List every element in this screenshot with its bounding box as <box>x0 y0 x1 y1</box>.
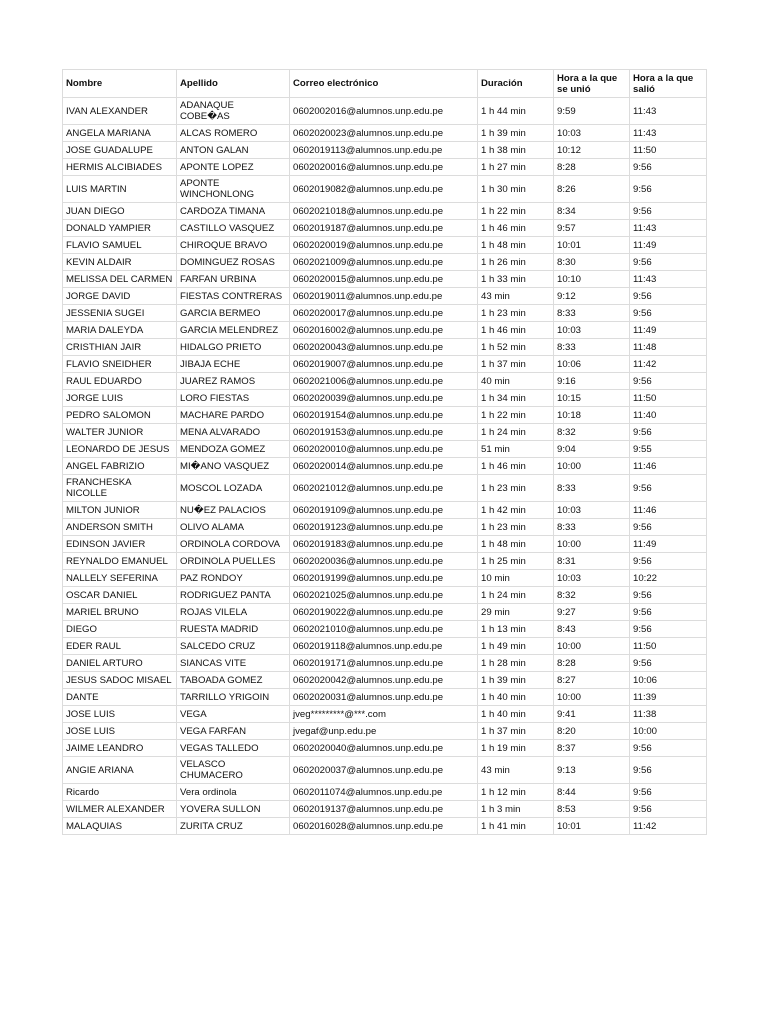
table-row <box>63 237 707 254</box>
cell-correo: 0602019199@alumnos.unp.edu.pe <box>290 570 478 587</box>
cell-nombre: CRISTHIAN JAIR <box>63 339 177 356</box>
cell-correo: 0602020016@alumnos.unp.edu.pe <box>290 159 478 176</box>
cell-correo: 0602019183@alumnos.unp.edu.pe <box>290 536 478 553</box>
cell-hora-union: 8:33 <box>554 305 630 322</box>
cell-hora-union: 8:53 <box>554 801 630 818</box>
cell-duracion: 1 h 24 min <box>478 587 554 604</box>
cell-apellido: VEGAS TALLEDO <box>177 740 290 757</box>
cell-duracion: 1 h 27 min <box>478 159 554 176</box>
cell-hora-union: 10:00 <box>554 536 630 553</box>
table-row <box>63 254 707 271</box>
header-duracion: Duración <box>478 70 554 98</box>
cell-duracion: 1 h 40 min <box>478 689 554 706</box>
cell-hora-union: 9:41 <box>554 706 630 723</box>
cell-correo: 0602002016@alumnos.unp.edu.pe <box>290 98 478 125</box>
cell-apellido: ORDINOLA PUELLES <box>177 553 290 570</box>
cell-hora-union: 8:26 <box>554 176 630 203</box>
cell-hora-union: 9:13 <box>554 757 630 784</box>
cell-correo: jveg*********@***.com <box>290 706 478 723</box>
cell-hora-union: 9:27 <box>554 604 630 621</box>
cell-duracion: 1 h 46 min <box>478 322 554 339</box>
cell-apellido: RODRIGUEZ PANTA <box>177 587 290 604</box>
table-row <box>63 587 707 604</box>
table-row <box>63 142 707 159</box>
cell-correo: 0602011074@alumnos.unp.edu.pe <box>290 784 478 801</box>
cell-hora-union: 8:33 <box>554 475 630 502</box>
cell-hora-salida: 9:56 <box>630 424 707 441</box>
cell-correo: 0602021006@alumnos.unp.edu.pe <box>290 373 478 390</box>
cell-nombre: ANGELA MARIANA <box>63 125 177 142</box>
cell-hora-salida: 9:56 <box>630 159 707 176</box>
cell-apellido: ADANAQUE COBE�AS <box>177 98 290 125</box>
header-correo: Correo electrónico <box>290 70 478 98</box>
cell-apellido: ZURITA CRUZ <box>177 818 290 835</box>
cell-correo: 0602019113@alumnos.unp.edu.pe <box>290 142 478 159</box>
cell-nombre: REYNALDO EMANUEL <box>63 553 177 570</box>
cell-hora-salida: 11:49 <box>630 237 707 254</box>
table-row <box>63 390 707 407</box>
cell-apellido: VEGA <box>177 706 290 723</box>
cell-correo: 0602020014@alumnos.unp.edu.pe <box>290 458 478 475</box>
cell-correo: 0602019153@alumnos.unp.edu.pe <box>290 424 478 441</box>
table-row <box>63 356 707 373</box>
cell-nombre: WALTER JUNIOR <box>63 424 177 441</box>
cell-hora-union: 10:06 <box>554 356 630 373</box>
cell-duracion: 1 h 22 min <box>478 407 554 424</box>
cell-duracion: 29 min <box>478 604 554 621</box>
table-row <box>63 458 707 475</box>
cell-hora-salida: 11:46 <box>630 502 707 519</box>
cell-apellido: CHIROQUE BRAVO <box>177 237 290 254</box>
cell-duracion: 1 h 42 min <box>478 502 554 519</box>
cell-correo: 0602020036@alumnos.unp.edu.pe <box>290 553 478 570</box>
cell-hora-union: 9:12 <box>554 288 630 305</box>
cell-duracion: 40 min <box>478 373 554 390</box>
cell-hora-union: 8:31 <box>554 553 630 570</box>
cell-hora-salida: 11:43 <box>630 271 707 288</box>
cell-nombre: PEDRO SALOMON <box>63 407 177 424</box>
cell-correo: 0602020017@alumnos.unp.edu.pe <box>290 305 478 322</box>
cell-correo: 0602019082@alumnos.unp.edu.pe <box>290 176 478 203</box>
table-row <box>63 740 707 757</box>
cell-apellido: RUESTA MADRID <box>177 621 290 638</box>
cell-correo: 0602021012@alumnos.unp.edu.pe <box>290 475 478 502</box>
cell-nombre: WILMER ALEXANDER <box>63 801 177 818</box>
cell-hora-union: 10:12 <box>554 142 630 159</box>
cell-duracion: 1 h 30 min <box>478 176 554 203</box>
cell-hora-salida: 9:55 <box>630 441 707 458</box>
cell-apellido: TARRILLO YRIGOIN <box>177 689 290 706</box>
cell-nombre: JAIME LEANDRO <box>63 740 177 757</box>
cell-correo: 0602016002@alumnos.unp.edu.pe <box>290 322 478 339</box>
header-hora-salida: Hora a la que salió <box>630 70 707 98</box>
table-row <box>63 536 707 553</box>
cell-apellido: APONTE WINCHONLONG <box>177 176 290 203</box>
cell-apellido: HIDALGO PRIETO <box>177 339 290 356</box>
cell-nombre: DONALD YAMPIER <box>63 220 177 237</box>
cell-duracion: 1 h 38 min <box>478 142 554 159</box>
cell-nombre: JOSE GUADALUPE <box>63 142 177 159</box>
cell-nombre: RAUL EDUARDO <box>63 373 177 390</box>
cell-apellido: MI�ANO VASQUEZ <box>177 458 290 475</box>
cell-correo: 0602021010@alumnos.unp.edu.pe <box>290 621 478 638</box>
table-row <box>63 424 707 441</box>
cell-correo: 0602020031@alumnos.unp.edu.pe <box>290 689 478 706</box>
cell-nombre: MARIA DALEYDA <box>63 322 177 339</box>
cell-apellido: CARDOZA TIMANA <box>177 203 290 220</box>
table-row <box>63 784 707 801</box>
cell-hora-salida: 9:56 <box>630 305 707 322</box>
cell-correo: 0602021018@alumnos.unp.edu.pe <box>290 203 478 220</box>
cell-correo: 0602016028@alumnos.unp.edu.pe <box>290 818 478 835</box>
cell-nombre: JESSENIA SUGEI <box>63 305 177 322</box>
cell-hora-union: 10:00 <box>554 458 630 475</box>
cell-hora-salida: 9:56 <box>630 784 707 801</box>
cell-duracion: 1 h 52 min <box>478 339 554 356</box>
table-row <box>63 801 707 818</box>
cell-duracion: 43 min <box>478 757 554 784</box>
cell-hora-salida: 11:40 <box>630 407 707 424</box>
cell-hora-salida: 9:56 <box>630 740 707 757</box>
table-row <box>63 203 707 220</box>
cell-apellido: ORDINOLA CORDOVA <box>177 536 290 553</box>
cell-duracion: 1 h 23 min <box>478 475 554 502</box>
cell-correo: 0602019154@alumnos.unp.edu.pe <box>290 407 478 424</box>
cell-duracion: 1 h 46 min <box>478 458 554 475</box>
cell-hora-salida: 11:39 <box>630 689 707 706</box>
cell-duracion: 1 h 39 min <box>478 672 554 689</box>
cell-duracion: 1 h 44 min <box>478 98 554 125</box>
cell-hora-union: 9:59 <box>554 98 630 125</box>
cell-nombre: OSCAR DANIEL <box>63 587 177 604</box>
cell-apellido: JIBAJA ECHE <box>177 356 290 373</box>
cell-apellido: MENDOZA GOMEZ <box>177 441 290 458</box>
cell-hora-union: 9:57 <box>554 220 630 237</box>
table-body <box>63 98 707 835</box>
header-nombre: Nombre <box>63 70 177 98</box>
cell-duracion: 51 min <box>478 441 554 458</box>
table-row <box>63 519 707 536</box>
cell-nombre: MALAQUIAS <box>63 818 177 835</box>
table-row <box>63 322 707 339</box>
cell-duracion: 1 h 34 min <box>478 390 554 407</box>
cell-duracion: 1 h 23 min <box>478 305 554 322</box>
table-row <box>63 159 707 176</box>
cell-hora-union: 8:34 <box>554 203 630 220</box>
cell-hora-salida: 11:42 <box>630 818 707 835</box>
cell-correo: 0602020019@alumnos.unp.edu.pe <box>290 237 478 254</box>
cell-apellido: ANTON GALAN <box>177 142 290 159</box>
cell-nombre: JOSE LUIS <box>63 706 177 723</box>
cell-hora-union: 10:10 <box>554 271 630 288</box>
cell-correo: 0602019007@alumnos.unp.edu.pe <box>290 356 478 373</box>
table-row <box>63 672 707 689</box>
table-row <box>63 98 707 125</box>
cell-nombre: Ricardo <box>63 784 177 801</box>
cell-hora-union: 8:27 <box>554 672 630 689</box>
cell-nombre: DANTE <box>63 689 177 706</box>
cell-hora-salida: 11:50 <box>630 142 707 159</box>
cell-hora-union: 10:03 <box>554 502 630 519</box>
cell-hora-union: 8:28 <box>554 655 630 672</box>
table-row <box>63 638 707 655</box>
cell-hora-union: 8:32 <box>554 424 630 441</box>
cell-nombre: DIEGO <box>63 621 177 638</box>
cell-duracion: 1 h 40 min <box>478 706 554 723</box>
table-header-row <box>63 70 707 98</box>
cell-duracion: 1 h 13 min <box>478 621 554 638</box>
cell-correo: 0602020039@alumnos.unp.edu.pe <box>290 390 478 407</box>
cell-duracion: 1 h 28 min <box>478 655 554 672</box>
cell-hora-salida: 9:56 <box>630 176 707 203</box>
cell-duracion: 10 min <box>478 570 554 587</box>
table-row <box>63 125 707 142</box>
attendance-sheet <box>62 69 706 835</box>
cell-hora-union: 9:04 <box>554 441 630 458</box>
cell-duracion: 1 h 19 min <box>478 740 554 757</box>
cell-nombre: IVAN ALEXANDER <box>63 98 177 125</box>
cell-hora-salida: 9:56 <box>630 655 707 672</box>
cell-duracion: 1 h 37 min <box>478 723 554 740</box>
cell-apellido: FARFAN URBINA <box>177 271 290 288</box>
cell-hora-union: 10:15 <box>554 390 630 407</box>
cell-duracion: 1 h 24 min <box>478 424 554 441</box>
cell-hora-union: 9:16 <box>554 373 630 390</box>
table-row <box>63 553 707 570</box>
table-row <box>63 288 707 305</box>
cell-hora-salida: 10:00 <box>630 723 707 740</box>
cell-nombre: ANGIE ARIANA <box>63 757 177 784</box>
cell-hora-union: 10:03 <box>554 570 630 587</box>
cell-hora-salida: 9:56 <box>630 373 707 390</box>
cell-nombre: KEVIN ALDAIR <box>63 254 177 271</box>
cell-duracion: 1 h 23 min <box>478 519 554 536</box>
table-row <box>63 220 707 237</box>
cell-hora-salida: 9:56 <box>630 553 707 570</box>
cell-duracion: 1 h 25 min <box>478 553 554 570</box>
cell-apellido: FIESTAS CONTRERAS <box>177 288 290 305</box>
table-row <box>63 818 707 835</box>
cell-nombre: MARIEL BRUNO <box>63 604 177 621</box>
cell-duracion: 1 h 49 min <box>478 638 554 655</box>
table-row <box>63 271 707 288</box>
cell-duracion: 1 h 37 min <box>478 356 554 373</box>
cell-apellido: PAZ RONDOY <box>177 570 290 587</box>
cell-apellido: LORO FIESTAS <box>177 390 290 407</box>
cell-hora-salida: 9:56 <box>630 587 707 604</box>
cell-duracion: 43 min <box>478 288 554 305</box>
cell-apellido: ROJAS VILELA <box>177 604 290 621</box>
cell-apellido: JUAREZ RAMOS <box>177 373 290 390</box>
cell-hora-union: 8:30 <box>554 254 630 271</box>
cell-duracion: 1 h 39 min <box>478 125 554 142</box>
cell-nombre: ANGEL FABRIZIO <box>63 458 177 475</box>
cell-hora-salida: 9:56 <box>630 519 707 536</box>
cell-apellido: GARCIA BERMEO <box>177 305 290 322</box>
cell-duracion: 1 h 48 min <box>478 237 554 254</box>
cell-hora-salida: 11:43 <box>630 125 707 142</box>
cell-duracion: 1 h 46 min <box>478 220 554 237</box>
cell-hora-salida: 9:56 <box>630 604 707 621</box>
table-row <box>63 441 707 458</box>
table-row <box>63 723 707 740</box>
cell-nombre: LEONARDO DE JESUS <box>63 441 177 458</box>
cell-duracion: 1 h 41 min <box>478 818 554 835</box>
cell-hora-salida: 9:56 <box>630 621 707 638</box>
cell-correo: 0602020023@alumnos.unp.edu.pe <box>290 125 478 142</box>
cell-correo: 0602020010@alumnos.unp.edu.pe <box>290 441 478 458</box>
cell-duracion: 1 h 48 min <box>478 536 554 553</box>
cell-hora-union: 8:37 <box>554 740 630 757</box>
cell-correo: 0602021009@alumnos.unp.edu.pe <box>290 254 478 271</box>
cell-apellido: NU�EZ PALACIOS <box>177 502 290 519</box>
cell-hora-salida: 11:48 <box>630 339 707 356</box>
cell-correo: 0602019109@alumnos.unp.edu.pe <box>290 502 478 519</box>
cell-apellido: Vera ordinola <box>177 784 290 801</box>
cell-correo: 0602020037@alumnos.unp.edu.pe <box>290 757 478 784</box>
cell-nombre: DANIEL ARTURO <box>63 655 177 672</box>
cell-hora-union: 8:28 <box>554 159 630 176</box>
cell-nombre: JORGE LUIS <box>63 390 177 407</box>
cell-hora-salida: 11:49 <box>630 322 707 339</box>
table-row <box>63 604 707 621</box>
cell-hora-union: 10:00 <box>554 638 630 655</box>
table-row <box>63 339 707 356</box>
cell-nombre: JESUS SADOC MISAEL <box>63 672 177 689</box>
cell-nombre: NALLELY SEFERINA <box>63 570 177 587</box>
cell-correo: 0602019187@alumnos.unp.edu.pe <box>290 220 478 237</box>
cell-apellido: SALCEDO CRUZ <box>177 638 290 655</box>
cell-correo: 0602020015@alumnos.unp.edu.pe <box>290 271 478 288</box>
table-row <box>63 305 707 322</box>
cell-correo: 0602020042@alumnos.unp.edu.pe <box>290 672 478 689</box>
cell-apellido: MENA ALVARADO <box>177 424 290 441</box>
cell-nombre: MELISSA DEL CARMEN <box>63 271 177 288</box>
cell-correo: 0602020040@alumnos.unp.edu.pe <box>290 740 478 757</box>
cell-nombre: JOSE LUIS <box>63 723 177 740</box>
cell-duracion: 1 h 26 min <box>478 254 554 271</box>
cell-correo: 0602019011@alumnos.unp.edu.pe <box>290 288 478 305</box>
cell-apellido: SIANCAS VITE <box>177 655 290 672</box>
cell-hora-salida: 9:56 <box>630 475 707 502</box>
attendance-table <box>62 69 707 835</box>
cell-apellido: MOSCOL LOZADA <box>177 475 290 502</box>
cell-apellido: YOVERA SULLON <box>177 801 290 818</box>
cell-correo: 0602019137@alumnos.unp.edu.pe <box>290 801 478 818</box>
cell-duracion: 1 h 3 min <box>478 801 554 818</box>
cell-hora-union: 8:33 <box>554 339 630 356</box>
table-row <box>63 757 707 784</box>
cell-hora-salida: 10:22 <box>630 570 707 587</box>
cell-hora-salida: 10:06 <box>630 672 707 689</box>
cell-hora-union: 8:43 <box>554 621 630 638</box>
cell-nombre: FLAVIO SNEIDHER <box>63 356 177 373</box>
cell-hora-union: 10:18 <box>554 407 630 424</box>
cell-hora-salida: 9:56 <box>630 801 707 818</box>
cell-hora-salida: 9:56 <box>630 757 707 784</box>
cell-hora-union: 8:33 <box>554 519 630 536</box>
cell-nombre: LUIS MARTIN <box>63 176 177 203</box>
cell-hora-salida: 11:49 <box>630 536 707 553</box>
cell-nombre: JORGE DAVID <box>63 288 177 305</box>
table-row <box>63 407 707 424</box>
cell-nombre: MILTON JUNIOR <box>63 502 177 519</box>
table-row <box>63 570 707 587</box>
cell-hora-salida: 9:56 <box>630 203 707 220</box>
cell-hora-union: 8:32 <box>554 587 630 604</box>
cell-apellido: CASTILLO VASQUEZ <box>177 220 290 237</box>
cell-hora-salida: 11:38 <box>630 706 707 723</box>
cell-correo: 0602019123@alumnos.unp.edu.pe <box>290 519 478 536</box>
cell-hora-union: 10:01 <box>554 818 630 835</box>
cell-apellido: GARCIA MELENDREZ <box>177 322 290 339</box>
cell-hora-salida: 11:43 <box>630 98 707 125</box>
cell-hora-salida: 11:46 <box>630 458 707 475</box>
cell-nombre: ANDERSON SMITH <box>63 519 177 536</box>
table-row <box>63 475 707 502</box>
table-row <box>63 621 707 638</box>
cell-hora-union: 10:03 <box>554 125 630 142</box>
cell-hora-salida: 11:43 <box>630 220 707 237</box>
table-row <box>63 373 707 390</box>
cell-correo: 0602019171@alumnos.unp.edu.pe <box>290 655 478 672</box>
cell-apellido: VEGA FARFAN <box>177 723 290 740</box>
cell-nombre: HERMIS ALCIBIADES <box>63 159 177 176</box>
cell-apellido: ALCAS ROMERO <box>177 125 290 142</box>
table-row <box>63 502 707 519</box>
cell-hora-salida: 11:42 <box>630 356 707 373</box>
cell-nombre: EDER RAUL <box>63 638 177 655</box>
cell-apellido: APONTE LOPEZ <box>177 159 290 176</box>
cell-hora-salida: 11:50 <box>630 390 707 407</box>
cell-duracion: 1 h 22 min <box>478 203 554 220</box>
cell-apellido: OLIVO ALAMA <box>177 519 290 536</box>
cell-apellido: MACHARE PARDO <box>177 407 290 424</box>
cell-nombre: JUAN DIEGO <box>63 203 177 220</box>
table-row <box>63 176 707 203</box>
cell-correo: 0602019118@alumnos.unp.edu.pe <box>290 638 478 655</box>
cell-hora-salida: 9:56 <box>630 254 707 271</box>
cell-nombre: EDINSON JAVIER <box>63 536 177 553</box>
cell-apellido: TABOADA GOMEZ <box>177 672 290 689</box>
cell-correo: 0602019022@alumnos.unp.edu.pe <box>290 604 478 621</box>
cell-nombre: FLAVIO SAMUEL <box>63 237 177 254</box>
cell-hora-salida: 11:50 <box>630 638 707 655</box>
cell-hora-salida: 9:56 <box>630 288 707 305</box>
header-hora-union: Hora a la que se unió <box>554 70 630 98</box>
cell-nombre: FRANCHESKA NICOLLE <box>63 475 177 502</box>
table-row <box>63 655 707 672</box>
cell-hora-union: 8:44 <box>554 784 630 801</box>
cell-hora-union: 10:03 <box>554 322 630 339</box>
cell-correo: 0602020043@alumnos.unp.edu.pe <box>290 339 478 356</box>
cell-correo: 0602021025@alumnos.unp.edu.pe <box>290 587 478 604</box>
cell-duracion: 1 h 33 min <box>478 271 554 288</box>
cell-duracion: 1 h 12 min <box>478 784 554 801</box>
cell-hora-union: 8:20 <box>554 723 630 740</box>
header-apellido: Apellido <box>177 70 290 98</box>
cell-apellido: VELASCO CHUMACERO <box>177 757 290 784</box>
cell-correo: jvegaf@unp.edu.pe <box>290 723 478 740</box>
cell-hora-union: 10:01 <box>554 237 630 254</box>
cell-apellido: DOMINGUEZ ROSAS <box>177 254 290 271</box>
table-row <box>63 706 707 723</box>
table-row <box>63 689 707 706</box>
cell-hora-union: 10:00 <box>554 689 630 706</box>
